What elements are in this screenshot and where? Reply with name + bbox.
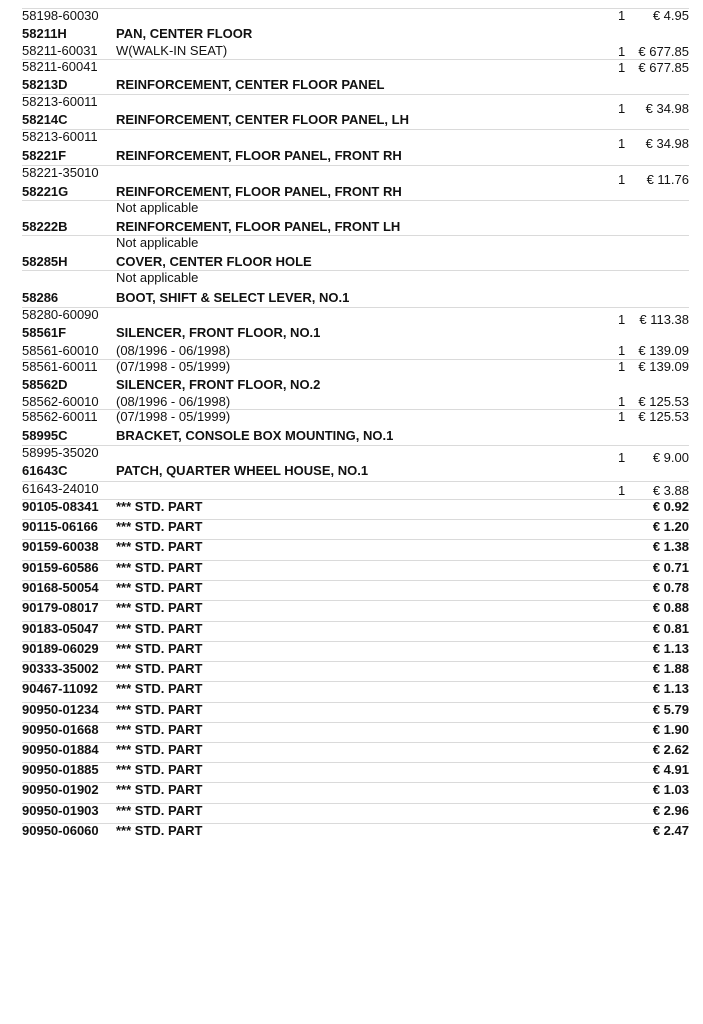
part-description: REINFORCEMENT, FLOOR PANEL, FRONT LH — [116, 219, 401, 234]
part-row — [22, 621, 689, 636]
price: € 0.78 — [652, 580, 689, 595]
price: € 125.53 — [638, 394, 689, 409]
price: € 0.92 — [652, 499, 689, 514]
price: € 34.98 — [645, 136, 689, 151]
quantity: 1 — [618, 359, 626, 374]
price: € 9.00 — [652, 450, 689, 465]
price: € 139.09 — [638, 359, 689, 374]
price: € 4.95 — [652, 8, 689, 23]
part-description: *** STD. PART — [116, 499, 203, 514]
part-row — [22, 661, 689, 676]
price: € 2.47 — [652, 823, 689, 838]
quantity: 1 — [618, 312, 626, 327]
part-number: 58562-60010 — [22, 394, 99, 409]
part-row — [22, 94, 689, 116]
part-number: 58214C — [22, 112, 68, 127]
part-description: *** STD. PART — [116, 580, 203, 595]
part-number: 90950-01885 — [22, 762, 99, 777]
part-row — [22, 519, 689, 534]
part-description: PAN, CENTER FLOOR — [116, 26, 253, 41]
part-number: 58211-60041 — [22, 59, 98, 74]
part-number: 58221-35010 — [22, 165, 99, 180]
part-number: 58280-60090 — [22, 307, 99, 322]
part-description: *** STD. PART — [116, 519, 203, 534]
quantity: 1 — [618, 409, 626, 424]
part-number: 58213D — [22, 77, 68, 92]
part-description: Not applicable — [116, 270, 199, 285]
part-number: 90183-05047 — [22, 621, 99, 636]
part-number: 58198-60030 — [22, 8, 99, 23]
part-row — [22, 129, 689, 151]
part-row — [22, 235, 689, 250]
part-number: 90467-11092 — [22, 681, 98, 696]
quantity: 1 — [618, 343, 626, 358]
quantity: 1 — [618, 394, 626, 409]
part-row — [22, 641, 689, 656]
part-number: 58222B — [22, 219, 68, 234]
part-description: *** STD. PART — [116, 681, 203, 696]
part-row — [22, 681, 689, 696]
part-description: *** STD. PART — [116, 641, 203, 656]
part-number: 90189-06029 — [22, 641, 99, 656]
part-description: *** STD. PART — [116, 823, 203, 838]
part-description: SILENCER, FRONT FLOOR, NO.1 — [116, 325, 321, 340]
price: € 677.85 — [638, 44, 689, 59]
price: € 3.88 — [652, 483, 689, 498]
part-number: 58995C — [22, 428, 68, 443]
part-number: 90333-35002 — [22, 661, 99, 676]
part-description: SILENCER, FRONT FLOOR, NO.2 — [116, 377, 321, 392]
part-description: Not applicable — [116, 200, 199, 215]
quantity: 1 — [618, 60, 626, 75]
part-row — [22, 539, 689, 554]
part-description: BRACKET, CONSOLE BOX MOUNTING, NO.1 — [116, 428, 394, 443]
part-description: *** STD. PART — [116, 560, 203, 575]
part-description: *** STD. PART — [116, 702, 203, 717]
part-number: 90950-01234 — [22, 702, 99, 717]
part-number: 58562D — [22, 377, 68, 392]
part-description: *** STD. PART — [116, 803, 203, 818]
part-row — [22, 580, 689, 595]
part-row — [22, 762, 689, 777]
part-number: 61643C — [22, 463, 68, 478]
part-number: 58221G — [22, 184, 69, 199]
part-row — [22, 560, 689, 575]
part-number: 90159-60038 — [22, 539, 99, 554]
part-number: 61643-24010 — [22, 481, 99, 496]
part-description: PATCH, QUARTER WHEEL HOUSE, NO.1 — [116, 463, 369, 478]
part-description: *** STD. PART — [116, 661, 203, 676]
part-row — [22, 59, 689, 75]
part-number: 58561F — [22, 325, 67, 340]
part-number: 90950-01668 — [22, 722, 99, 737]
part-number: 90950-06060 — [22, 823, 99, 838]
price: € 1.90 — [652, 722, 689, 737]
quantity: 1 — [618, 172, 626, 187]
part-description: *** STD. PART — [116, 722, 203, 737]
price: € 2.62 — [652, 742, 689, 757]
part-description: (07/1998 - 05/1999) — [116, 409, 231, 424]
price: € 34.98 — [645, 101, 689, 116]
part-row — [22, 445, 689, 465]
part-description: *** STD. PART — [116, 539, 203, 554]
part-number: 90159-60586 — [22, 560, 99, 575]
price: € 677.85 — [638, 60, 689, 75]
part-description: W(WALK-IN SEAT) — [116, 43, 228, 58]
part-row — [22, 8, 689, 23]
part-row — [22, 409, 689, 424]
part-description: (08/1996 - 06/1998) — [116, 394, 231, 409]
part-description: *** STD. PART — [116, 621, 203, 636]
part-number: 58211H — [22, 26, 67, 41]
price: € 1.13 — [652, 681, 689, 696]
quantity: 1 — [618, 136, 626, 151]
price: € 1.13 — [652, 641, 689, 656]
part-description: BOOT, SHIFT & SELECT LEVER, NO.1 — [116, 290, 350, 305]
quantity: 1 — [618, 8, 626, 23]
price: € 1.88 — [652, 661, 689, 676]
price: € 0.88 — [652, 600, 689, 615]
part-row — [22, 600, 689, 615]
price: € 2.96 — [652, 803, 689, 818]
part-row — [22, 307, 689, 327]
part-description: *** STD. PART — [116, 600, 203, 615]
price: € 1.38 — [652, 539, 689, 554]
part-row — [22, 499, 689, 514]
part-row — [22, 722, 689, 737]
price: € 1.20 — [652, 519, 689, 534]
quantity: 1 — [618, 101, 626, 116]
part-row — [22, 200, 689, 215]
price: € 139.09 — [638, 343, 689, 358]
part-description: REINFORCEMENT, CENTER FLOOR PANEL — [116, 77, 385, 92]
part-description: REINFORCEMENT, FLOOR PANEL, FRONT RH — [116, 148, 402, 163]
part-row — [22, 270, 689, 285]
part-description: (08/1996 - 06/1998) — [116, 343, 231, 358]
price: € 113.38 — [639, 312, 689, 327]
price: € 0.71 — [652, 560, 689, 575]
quantity: 1 — [618, 450, 626, 465]
part-description: (07/1998 - 05/1999) — [116, 359, 231, 374]
part-number: 58285H — [22, 254, 68, 269]
price: € 1.03 — [652, 782, 689, 797]
part-number: 58286 — [22, 290, 59, 305]
part-row — [22, 782, 689, 797]
price: € 0.81 — [652, 621, 689, 636]
part-number: 90950-01903 — [22, 803, 99, 818]
part-description: REINFORCEMENT, FLOOR PANEL, FRONT RH — [116, 184, 402, 199]
part-number: 58211-60031 — [22, 43, 98, 58]
part-number: 90179-08017 — [22, 600, 99, 615]
part-row — [22, 803, 689, 818]
price: € 4.91 — [652, 762, 689, 777]
part-number: 90950-01902 — [22, 782, 99, 797]
part-description: *** STD. PART — [116, 782, 203, 797]
part-number: 58561-60010 — [22, 343, 99, 358]
part-number: 58995-35020 — [22, 445, 99, 460]
part-number: 90950-01884 — [22, 742, 99, 757]
part-number: 90168-50054 — [22, 580, 99, 595]
quantity: 1 — [618, 483, 626, 498]
part-description: REINFORCEMENT, CENTER FLOOR PANEL, LH — [116, 112, 409, 127]
part-number: 58562-60011 — [22, 409, 98, 424]
part-row — [22, 702, 689, 717]
part-description: COVER, CENTER FLOOR HOLE — [116, 254, 312, 269]
part-number: 58561-60011 — [22, 359, 98, 374]
part-number: 58213-60011 — [22, 94, 98, 109]
part-number: 90105-08341 — [22, 499, 99, 514]
part-number: 58213-60011 — [22, 129, 98, 144]
part-row — [22, 481, 689, 498]
part-description: Not applicable — [116, 235, 199, 250]
price: € 5.79 — [652, 702, 689, 717]
part-row — [22, 742, 689, 757]
part-row — [22, 165, 689, 187]
part-row — [22, 823, 689, 838]
price: € 125.53 — [638, 409, 689, 424]
price: € 11.76 — [646, 172, 689, 187]
part-description: *** STD. PART — [116, 762, 203, 777]
part-row — [22, 359, 689, 374]
part-description: *** STD. PART — [116, 742, 203, 757]
part-number: 58221F — [22, 148, 67, 163]
quantity: 1 — [618, 44, 626, 59]
part-number: 90115-06166 — [22, 519, 98, 534]
